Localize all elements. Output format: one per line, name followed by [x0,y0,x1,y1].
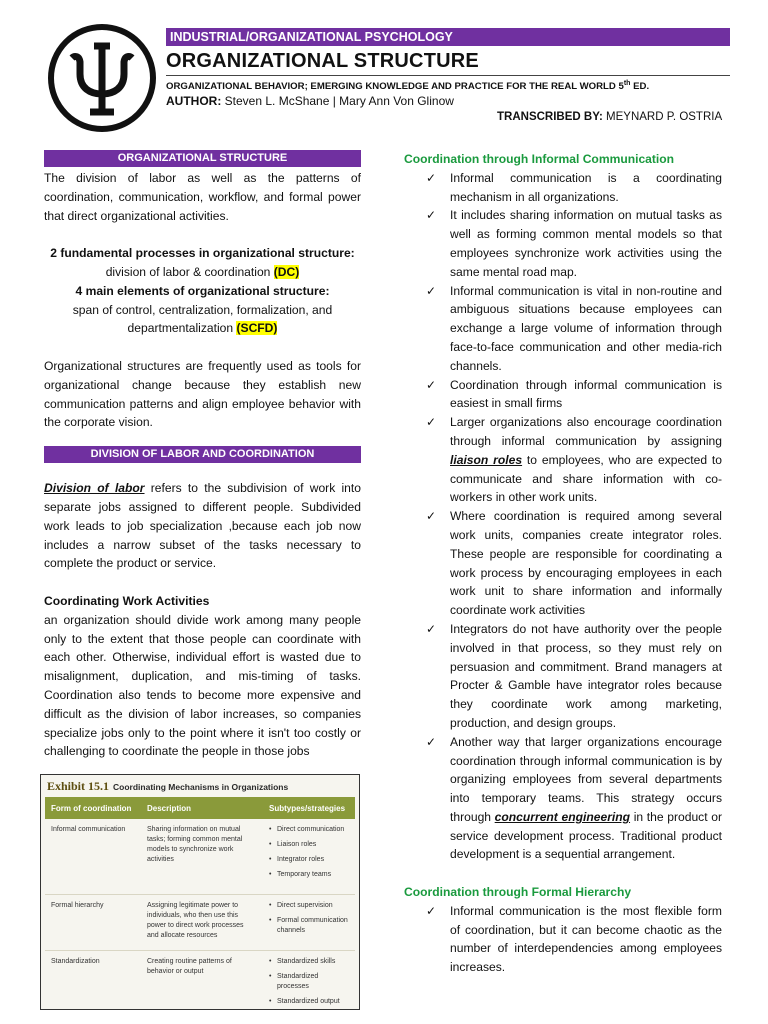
checkmark-icon: ✓ [426,621,437,636]
formal-hierarchy-list [404,902,722,977]
list-item: ✓ Informal communication is vital in non-routine and ambiguous situations because employees can exchange a large volume of information through face-to-face communication and other media-rich channels. [426,283,722,373]
category-banner: INDUSTRIAL/ORGANIZATIONAL PSYCHOLOGY [166,28,730,46]
table-row: Standardization Creating routine patterns of behavior or output • Standardized skills • Standardized processes • Standardized output [45,951,355,1010]
page-title: ORGANIZATIONAL STRUCTURE [166,50,479,72]
psi-symbol-icon [46,22,158,134]
informal-communication-list [404,169,722,864]
checkmark-icon: ✓ [426,377,437,392]
checkmark-icon: ✓ [426,509,437,524]
section-heading-org-structure: ORGANIZATIONAL STRUCTURE [44,150,361,167]
list-item: ✓ Coordination through informal communication is easiest in small firms [426,377,722,411]
fundamental-processes-heading: 2 fundamental processes in organizational structure: [50,246,355,261]
informal-communication-heading: Coordination through Informal Communication [404,152,675,166]
table-row: Formal hierarchy Assigning legitimate power to individuals, who then use this power to direct work processes and allocate resources • Direct supervision • Formal communication channels [45,895,355,951]
org-structure-definition: The division of labor as well as the patterns of coordination, communication, workflow, and formal power that direct organizational activities. [44,171,361,223]
coordinating-work-heading: Coordinating Work Activities [44,593,210,608]
title-divider [166,75,730,76]
list-item: ✓ Larger organizations also encourage coordination through informal communication by assigning liaison roles to employees, who are expected to communicate and share information with co-workers in other work units. [426,415,722,505]
transcribed-by: TRANSCRIBED BY: MEYNARD P. OSTRIA [497,111,723,123]
formal-hierarchy-heading: Coordination through Formal Hierarchy [404,885,632,900]
checkmark-icon: ✓ [426,283,437,298]
division-of-labor-paragraph: Division of labor refers to the subdivision of work into separate jobs assigned to different people. Subdivided work leads to job specialization ,because each job now includes a narrow subset of the tasks necessary to complete the product or service. [44,481,361,571]
checkmark-icon: ✓ [426,415,437,430]
checkmark-icon: ✓ [426,170,437,185]
exhibit-header-row: Form of coordination Description Subtypes/strategies [45,797,355,819]
book-title: ORGANIZATIONAL BEHAVIOR; EMERGING KNOWLEDGE AND PRACTICE FOR THE REAL WORLD 5th ED. [166,80,650,93]
exhibit-title: Exhibit 15.1 Coordinating Mechanisms in Organizations [47,779,289,793]
left-column [44,150,361,761]
coordinating-work-paragraph: an organization should divide work among many people only to the extent that those people can coordinate with each other. Otherwise, individual effort is wasted due to misalignment, duplication, and mis-timing of tasks. Coordination also tends to become more expensive and difficult as the division of labor increases, so companies specialize jobs only to the point where it isn't too costly or challenging to coordinate the people in those jobs [44,612,361,759]
main-elements-heading: 4 main elements of organizational structure: [75,283,330,298]
checkmark-icon: ✓ [426,734,437,749]
list-item: ✓ It includes sharing information on mutual tasks as well as forming common mental models so that employees synchronize work activities using the same mental road map. [426,208,722,279]
org-change-paragraph: Organizational structures are frequently used as tools for organizational change because they establish new communication patterns and align employee behavior with the corporate vision. [44,358,361,430]
checkmark-icon: ✓ [426,903,437,918]
exhibit-table-figure [40,774,360,1010]
author-line: AUTHOR: Steven L. McShane | Mary Ann Von Glinow [166,94,454,108]
list-item: ✓ Integrators do not have authority over the people involved in that process, so they must rely on persuasion and commitment. Brand managers at Procter & Gamble have integrator roles because they coordinate work among marketing, production, and design groups. [426,621,722,730]
list-item: ✓ Where coordination is required among several work units, companies create integrator roles. These people are responsible for coordinating a work process by encouraging employees in each work unit to share information and informally coordinate work activities [426,509,722,618]
fundamental-processes-text: division of labor & coordination (DC) [105,264,300,279]
section-heading-division-of-labor: DIVISION OF LABOR AND COORDINATION [44,446,361,463]
checkmark-icon: ✓ [426,208,437,223]
table-row: Informal communication Sharing information on mutual tasks; forming common mental models to synchronize work activities • Direct communication • Liaison roles • Integrator roles • Temporary teams [45,819,355,895]
main-elements-text: span of control, centralization, formalization, and departmentalization (SCFD) [72,302,333,336]
right-column [404,150,722,977]
list-item: ✓ Informal communication is a coordinating mechanism in all organizations. [426,170,722,204]
list-item: ✓ Informal communication is the most flexible form of coordination, but it can become chaotic as the number of interdependencies among employees increases. [426,903,722,975]
list-item: ✓ Another way that larger organizations encourage coordination through informal communication is by organizing employees from several departments into temporary teams. This strategy occurs through concurrent engineering in the product or service development process. Traditional product development is a sequential arrangement. [426,734,722,862]
